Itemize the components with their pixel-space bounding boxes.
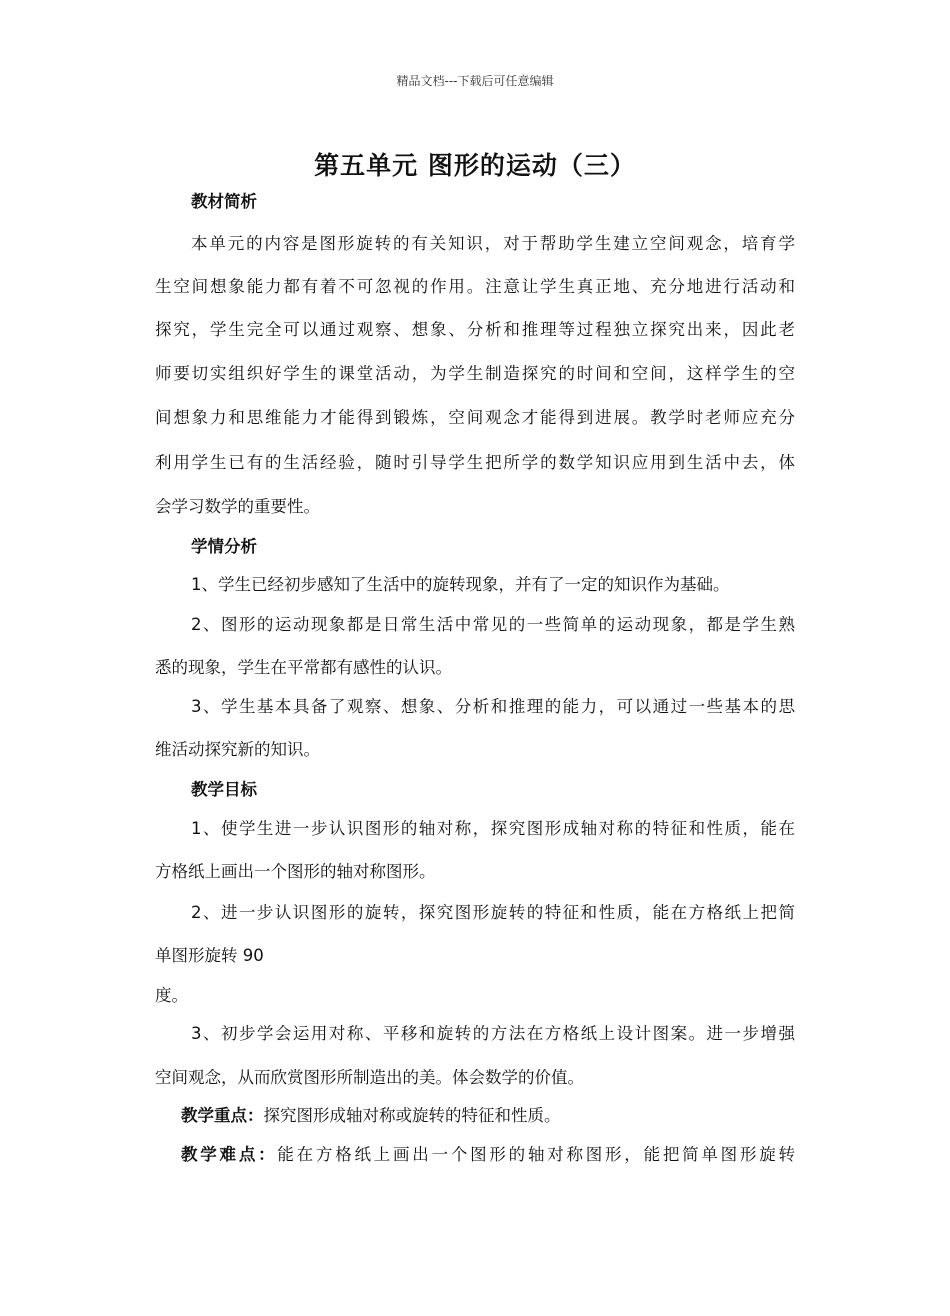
list-item-continuation: 空间观念，从而欣赏图形所制造出的美。体会数学的价值。 xyxy=(155,1068,584,1087)
paragraph-line: 间想象力和思维能力才能得到锻炼，空间观念才能得到进展。教学时老师应充分 xyxy=(155,408,795,427)
difficulty-text: 能在方格纸上画出一个图形的轴对称图形，能把简单图形旋转 xyxy=(277,1145,796,1164)
section-heading-students: 学情分析 xyxy=(191,537,257,556)
paragraph-line: 利用学生已有的生活经验，随时引导学生把所学的数学知识应用到生活中去，体 xyxy=(155,453,795,472)
paragraph-line: 探究，学生完全可以通过观察、想象、分析和推理等过程独立探究出来，因此老 xyxy=(155,320,795,339)
page-title: 第五单元 图形的运动（三） xyxy=(314,151,636,180)
list-item-continuation: 度。 xyxy=(155,986,188,1005)
paragraph-line: 本单元的内容是图形旋转的有关知识，对于帮助学生建立空间观念，培育学 xyxy=(191,234,795,253)
list-item: 1、学生已经初步感知了生活中的旋转现象，并有了一定的知识作为基础。 xyxy=(191,575,730,594)
paragraph-line: 师要切实组织好学生的课堂活动，为学生制造探究的时间和空间，这样学生的空 xyxy=(155,364,795,383)
key-point-text: 探究图形成轴对称或旋转的特征和性质。 xyxy=(263,1106,561,1125)
section-heading-materials: 教材简析 xyxy=(191,192,257,211)
list-item: 2、图形的运动现象都是日常生活中常见的一些简单的运动现象，都是学生熟 xyxy=(191,615,795,634)
section-heading-goals: 教学目标 xyxy=(191,780,257,799)
difficulty-label: 教学难点： xyxy=(181,1145,278,1164)
paragraph-line: 会学习数学的重要性。 xyxy=(155,497,320,516)
list-item: 3、初步学会运用对称、平移和旋转的方法在方格纸上设计图案。进一步增强 xyxy=(191,1024,795,1043)
header-note: 精品文档---下载后可任意编辑 xyxy=(396,74,554,88)
key-point-label: 教学重点： xyxy=(181,1106,264,1125)
paragraph-line: 生空间想象能力都有着不可忽视的作用。注意让学生真正地、充分地进行活动和 xyxy=(155,277,795,296)
key-point-line xyxy=(181,1104,821,1128)
list-item-continuation: 方格纸上画出一个图形的轴对称图形。 xyxy=(155,862,436,881)
list-item: 3、学生基本具备了观察、想象、分析和推理的能力，可以通过一些基本的思 xyxy=(191,697,795,716)
list-item-continuation: 悉的现象，学生在平常都有感性的认识。 xyxy=(155,658,452,677)
list-item-continuation: 维活动探究新的知识。 xyxy=(155,740,320,759)
list-item: 1、使学生进一步认识图形的轴对称，探究图形成轴对称的特征和性质，能在 xyxy=(191,819,795,838)
list-item: 2、进一步认识图形的旋转，探究图形旋转的特征和性质，能在方格纸上把简 xyxy=(191,903,795,922)
list-item-continuation: 单图形旋转 90 xyxy=(155,946,264,965)
difficulty-line xyxy=(181,1143,795,1167)
